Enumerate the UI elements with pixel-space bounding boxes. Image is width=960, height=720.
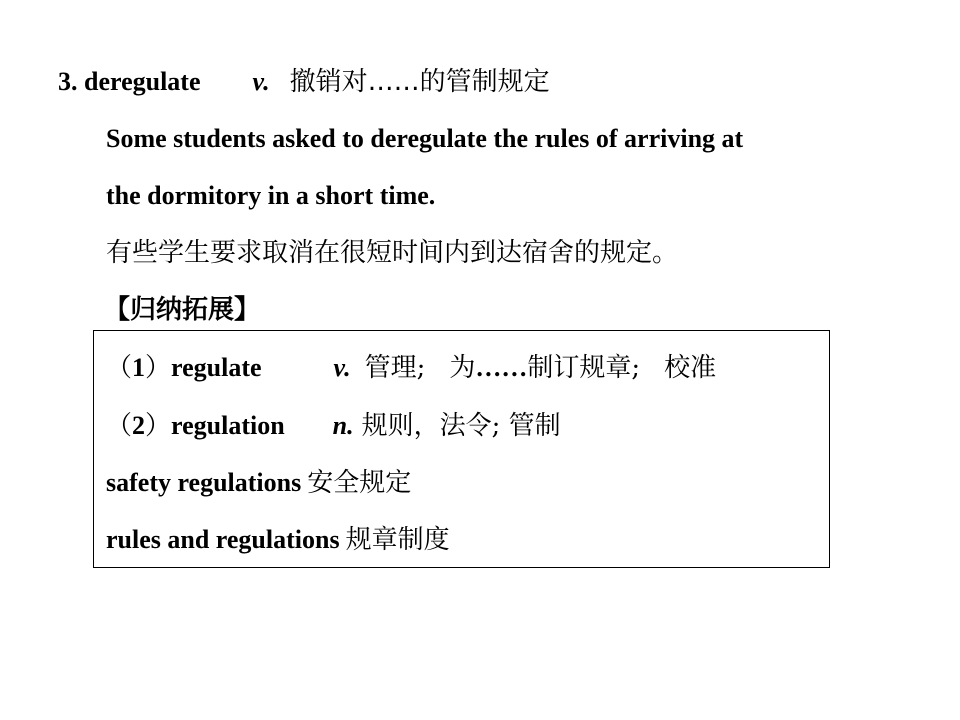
expansion-item-1	[106, 352, 716, 384]
item1-ellipsis: ……	[475, 353, 528, 382]
item1-close-paren: ）	[145, 353, 172, 383]
entry-meaning: 撤销对……的管制规定	[289, 67, 550, 97]
entry-header	[58, 66, 550, 98]
item1-meaning-1: 管理;	[364, 353, 426, 383]
section-heading: 【归纳拓展】	[104, 295, 261, 325]
item1-word: regulate	[171, 353, 262, 382]
item1-number: 1	[132, 353, 146, 382]
phrase-safety-regulations	[106, 467, 411, 499]
phrase2-chinese: 规章制度	[345, 525, 450, 555]
item2-meaning: 规则，法令; 管制	[361, 411, 561, 441]
item2-number: 2	[132, 411, 146, 440]
phrase2-english: rules and regulations	[106, 525, 340, 554]
phrase1-chinese: 安全规定	[307, 468, 412, 498]
entry-headword: 3. deregulate	[58, 67, 201, 96]
item1-meaning-3: 校准	[664, 353, 717, 383]
item1-meaning-2-suffix: 制订规章;	[527, 353, 641, 383]
example-line-2: the dormitory in a short time.	[106, 181, 436, 210]
item2-open-paren: （	[106, 411, 133, 441]
example-line-1: Some students asked to deregulate the rules of arriving at	[106, 124, 744, 153]
item1-pos: v.	[333, 353, 351, 382]
phrase-rules-and-regulations	[106, 524, 450, 556]
item2-word: regulation	[171, 411, 285, 440]
item2-close-paren: ）	[145, 411, 172, 441]
item1-open-paren: （	[106, 353, 133, 383]
entry-pos: v.	[252, 67, 270, 96]
phrase1-english: safety regulations	[106, 468, 302, 497]
item2-pos: n.	[332, 411, 354, 440]
example-translation: 有些学生要求取消在很短时间内到达宿舍的规定。	[106, 238, 679, 268]
expansion-item-2	[106, 410, 561, 442]
item1-meaning-2-prefix: 为	[449, 353, 476, 383]
